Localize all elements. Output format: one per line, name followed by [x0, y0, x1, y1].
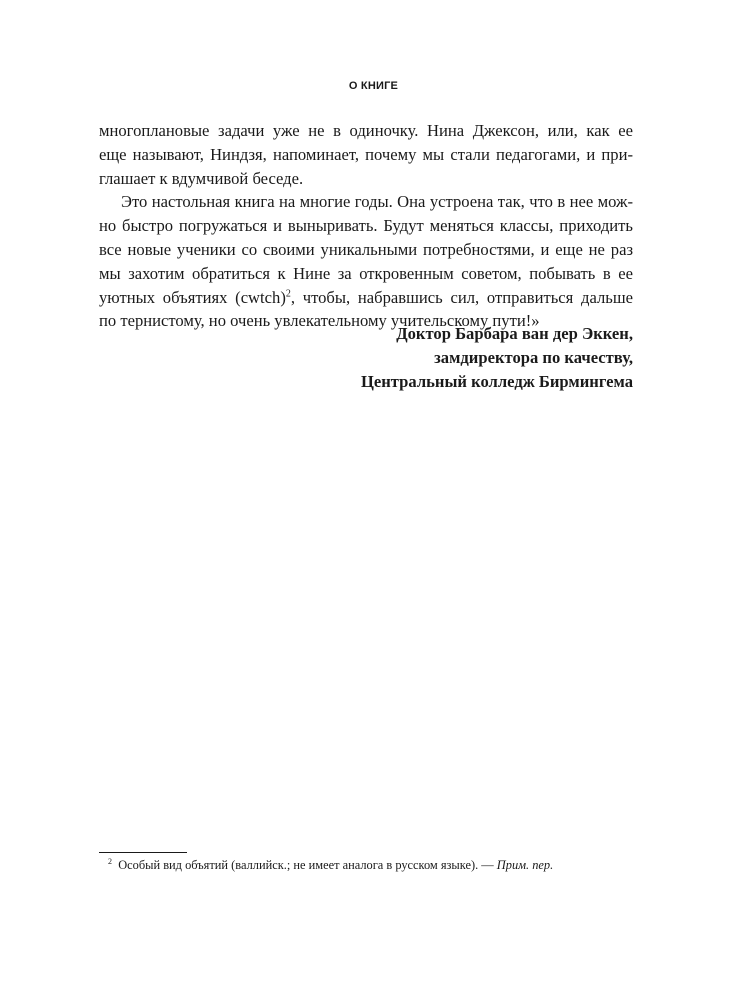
text-line: глашает к вдумчивой беседе.: [99, 168, 304, 188]
text-line-with-footnote: [99, 286, 633, 310]
footnote-number: 2: [108, 856, 112, 866]
running-head: О КНИГЕ: [348, 80, 399, 92]
text-line: Это настольная книга на многие годы. Она устроена так, что в нее мож-: [121, 192, 633, 212]
footnote-reference[interactable]: 2: [285, 288, 291, 300]
text-segment: , чтобы, набравшись сил, отправиться дальше: [290, 287, 633, 307]
text-line: все новые ученики со своими уникальными потребностями, и еще не раз: [99, 239, 633, 259]
text-segment: уютных объятиях (cwtch): [99, 287, 286, 307]
footnote-note-tag: Прим. пер.: [496, 858, 554, 872]
signature-name: Доктор Барбара ван дер Эккен,: [396, 324, 633, 343]
footnote-text: Особый вид объятий (валлийск.; не имеет аналога в русском языке). —: [118, 858, 494, 872]
footnote-divider: [99, 852, 187, 853]
signature-block: [361, 322, 633, 393]
text-line: мы захотим обратиться к Нине за откровенным советом, побывать в ее: [99, 263, 633, 283]
footnote: [108, 857, 553, 873]
main-text: [99, 119, 633, 333]
text-line: но быстро погружаться и выныривать. Будут меняться классы, приходить: [99, 216, 633, 236]
text-line: еще называют, Ниндзя, напоминает, почему мы стали педагогами, и при-: [99, 144, 633, 164]
text-line: по тернистому, но очень увлекательному учительскому пути!»: [99, 311, 540, 331]
signature-organization: Центральный колледж Бирмингема: [360, 371, 633, 391]
signature-position: замдиректора по качеству,: [434, 347, 633, 367]
text-line: многоплановые задачи уже не в одиночку. Нина Джексон, или, как ее: [99, 121, 633, 140]
